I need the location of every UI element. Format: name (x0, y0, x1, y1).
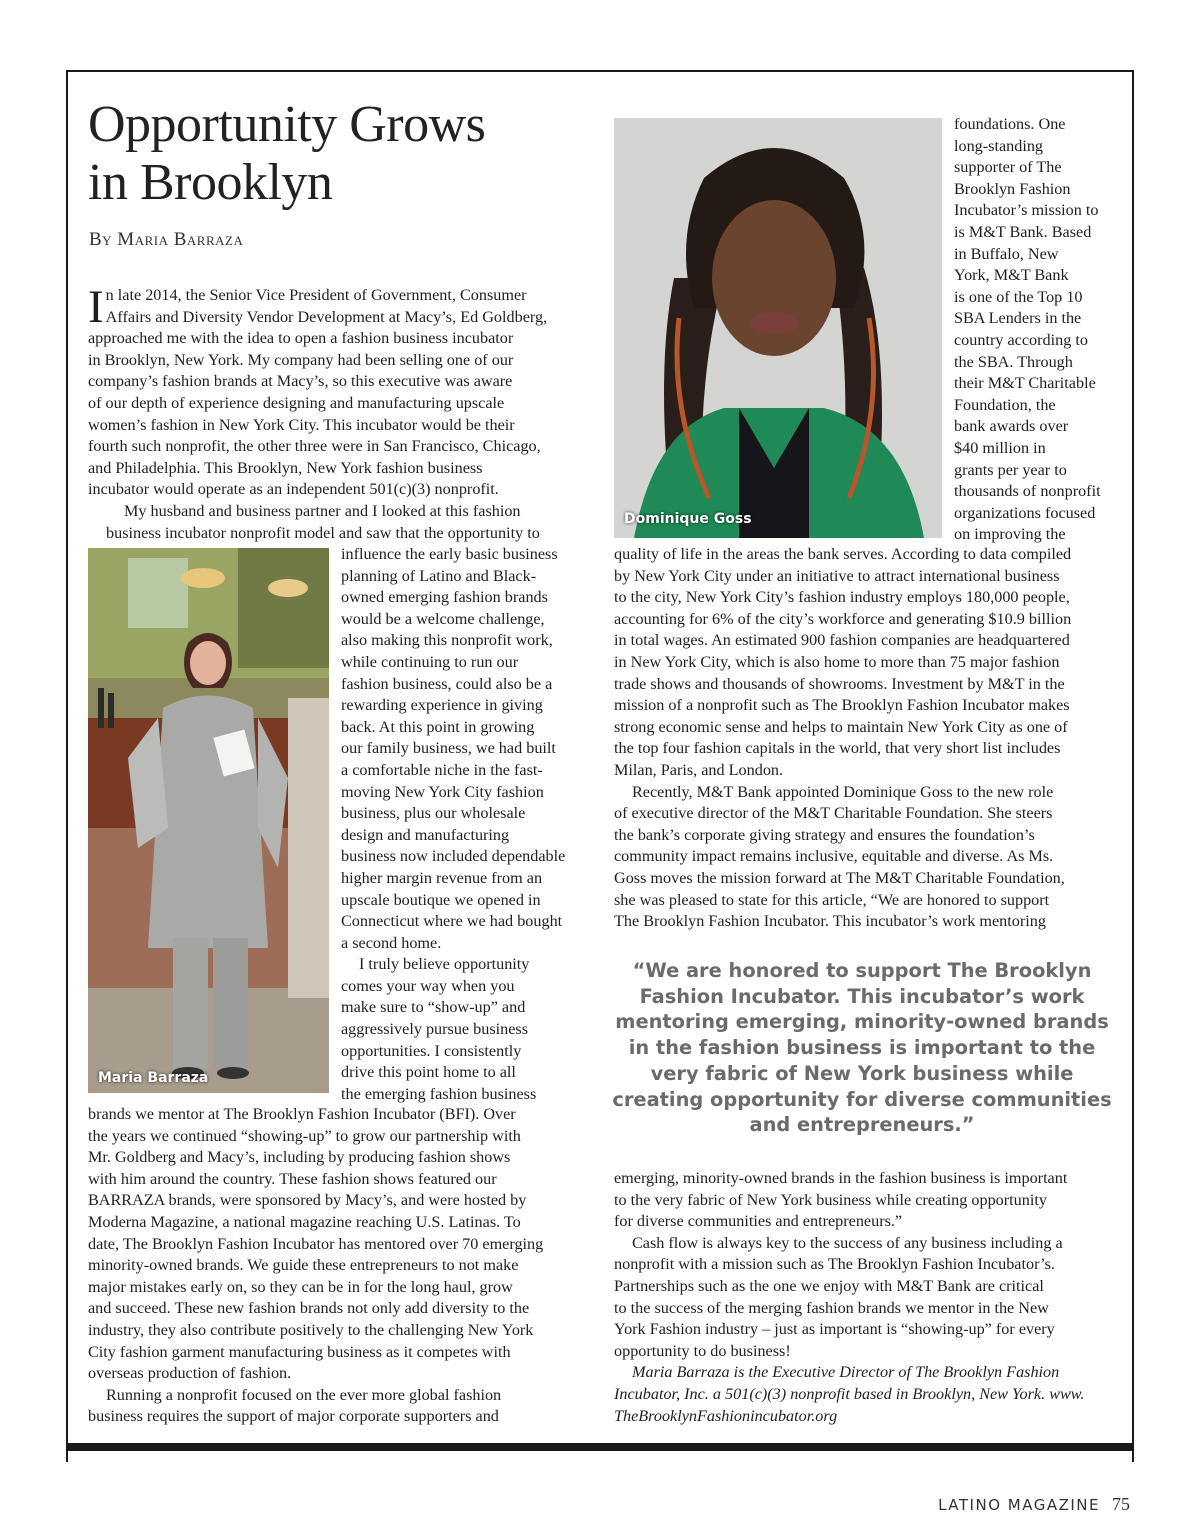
text-line: overseas production of fashion. (88, 1364, 292, 1383)
text-line: and Philadelphia. This Brooklyn, New York fashion business (88, 458, 483, 477)
text-line: by New York City under an initiative to attract international business (614, 566, 1060, 585)
text-line: supporter of The (954, 158, 1062, 177)
text-line: Milan, Paris, and London. (614, 760, 784, 779)
text-line: design and manufacturing (341, 825, 510, 844)
text-line: in Brooklyn, New York. My company had been selling one of our (88, 350, 514, 369)
text-line: to the success of the merging fashion brands we mentor in the New (614, 1298, 1049, 1317)
text-line: I truly believe opportunity (359, 955, 530, 974)
text-line: our family business, we had built (341, 739, 556, 758)
left-para2-lines (88, 501, 593, 544)
text-line: approached me with the idea to open a fashion business incubator (88, 329, 514, 348)
text-line: opportunities. I consistently (341, 1041, 522, 1060)
text-line: BARRAZA brands, were sponsored by Macy’s, and were hosted by (88, 1191, 527, 1210)
text-line: moving New York City fashion (341, 782, 544, 801)
bottom-lines (88, 1104, 593, 1385)
text-line: accounting for 6% of the city’s workforce and generating $10.9 billion (614, 609, 1072, 628)
text-line: aggressively pursue business (341, 1020, 529, 1039)
text-line: bank awards over (954, 417, 1069, 436)
text-line: Maria Barraza is the Executive Director of The Brooklyn Fashion (632, 1363, 1060, 1382)
text-line: would be a welcome challenge, (341, 609, 545, 628)
text-line: the emerging fashion business (341, 1084, 537, 1103)
text-line: the top four fashion capitals in the world, that very short list includes (614, 739, 1061, 758)
author-bio (614, 1362, 1129, 1427)
text-line: for diverse communities and entrepreneurs.” (614, 1212, 903, 1231)
dominique-goss-caption: Dominique Goss (624, 511, 752, 527)
right-closing-text (614, 1168, 1129, 1427)
text-line: emerging, minority-owned brands in the fashion business is important (614, 1169, 1068, 1187)
text-line: influence the early basic business (341, 545, 558, 563)
text-line: their M&T Charitable (954, 374, 1096, 393)
text-line: minority-owned brands. We guide these entrepreneurs to not make (88, 1256, 519, 1275)
dominique-goss-photo (614, 118, 942, 538)
right-side-text (954, 114, 1124, 546)
text-line: in New York City, which is also home to more than 75 major fashion (614, 652, 1060, 671)
text-line: of our depth of experience designing and manufacturing upscale (88, 393, 505, 412)
text-line: SBA Lenders in the (954, 309, 1082, 328)
left-intro-paragraph (88, 281, 593, 544)
text-line: York Fashion industry – just as important is “showing-up” for every (614, 1320, 1055, 1339)
text-line: major mistakes early on, so they can be in for the long haul, grow (88, 1277, 513, 1296)
text-line: Incubator’s mission to (954, 201, 1099, 220)
text-line: Incubator, Inc. a 501(c)(3) nonprofit based in Brooklyn, New York. www. (614, 1384, 1085, 1403)
right-full-lines (614, 544, 1126, 782)
text-line: and succeed. These new fashion brands not only add diversity to the (88, 1299, 530, 1318)
wrap-para3-lines (341, 954, 591, 1105)
text-line: is one of the Top 10 (954, 287, 1083, 306)
text-line: make sure to “show-up” and (341, 998, 526, 1017)
text-line: Connecticut where we had bought (341, 912, 563, 931)
text-line: to the very fabric of New York business while creating opportunity (614, 1190, 1047, 1209)
text-line: on improving the (954, 525, 1066, 544)
text-line: incubator would operate as an independent 501(c)(3) nonprofit. (88, 480, 499, 499)
text-line: brands we mentor at The Brooklyn Fashion Incubator (BFI). Over (88, 1105, 516, 1123)
title-line-1: Opportunity Grows (88, 96, 486, 153)
right-main-text (614, 544, 1126, 933)
text-line: Mr. Goldberg and Macy’s, including by producing fashion shows (88, 1148, 511, 1167)
text-line: higher margin revenue from an (341, 868, 543, 887)
magazine-name: LATINO MAGAZINE (938, 1496, 1100, 1514)
text-line: My husband and business partner and I looked at this fashion (124, 501, 521, 520)
text-line: is M&T Bank. Based (954, 222, 1092, 241)
maria-barraza-photo (88, 548, 329, 1093)
text-line: business now included dependable (341, 847, 566, 866)
text-line: fashion business, could also be a (341, 674, 553, 693)
right-para3-lines (614, 1233, 1129, 1363)
text-line: trade shows and thousands of showrooms. Investment by M&T in the (614, 674, 1065, 693)
text-line: City fashion garment manufacturing business as it competes with (88, 1342, 511, 1361)
text-line: thousands of nonprofit (954, 482, 1101, 501)
text-line: in Buffalo, New (954, 244, 1059, 263)
text-line: $40 million in (954, 438, 1046, 457)
text-line: also making this nonprofit work, (341, 631, 553, 650)
pull-quote: “We are honored to support The Brooklyn Fashion Incubator. This incubator’s work mentoring emerging, minority-owned brands in the fashion business is important to the very fabric of New York business while creating opportunity for diverse communities and entrepreneurs.” (612, 959, 1112, 1137)
text-line: grants per year to (954, 460, 1067, 479)
last-para-lines (88, 1385, 593, 1428)
text-line: business, plus our wholesale (341, 804, 526, 823)
text-line: the SBA. Through (954, 352, 1073, 371)
text-line: owned emerging fashion brands (341, 588, 548, 607)
text-line: company’s fashion brands at Macy’s, so this executive was aware (88, 372, 513, 391)
text-line: Moderna Magazine, a national magazine reaching U.S. Latinas. To (88, 1212, 521, 1231)
text-line: opportunity to do business! (614, 1341, 791, 1360)
text-line: strong economic sense and helps to maintain New York City as one of (614, 717, 1068, 736)
text-line: long-standing (954, 136, 1044, 155)
drop-cap: I (88, 281, 104, 333)
text-line: planning of Latino and Black- (341, 566, 537, 585)
text-line: while continuing to run our (341, 652, 519, 671)
text-line: Foundation, the (954, 395, 1056, 414)
text-line: foundations. One (954, 115, 1066, 133)
text-line: fourth such nonprofit, the other three were in San Francisco, Chicago, (88, 437, 541, 456)
text-line: community impact remains inclusive, equitable and diverse. As Ms. (614, 847, 1054, 866)
text-line: she was pleased to state for this article, “We are honored to support (614, 890, 1050, 909)
text-line: rewarding experience in giving (341, 696, 543, 715)
text-line: in total wages. An estimated 900 fashion companies are headquartered (614, 631, 1070, 650)
text-line: Affairs and Diversity Vendor Development at Macy’s, Ed Goldberg, (105, 307, 548, 326)
text-line: nonprofit with a mission such as The Brooklyn Fashion Incubator’s. (614, 1255, 1055, 1274)
after-quote-lines (614, 1168, 1129, 1233)
text-line: Recently, M&T Bank appointed Dominique Goss to the new role (632, 782, 1054, 801)
wrap-lines (341, 544, 591, 954)
text-line: n late 2014, the Senior Vice President of Government, Consumer (105, 286, 527, 304)
text-line: business incubator nonprofit model and saw that the opportunity to (106, 523, 540, 542)
title-line-2: in Brooklyn (88, 154, 333, 211)
text-line: upscale boutique we opened in (341, 890, 541, 909)
text-line: a comfortable niche in the fast- (341, 760, 543, 779)
text-line: women’s fashion in New York City. This incubator would be their (88, 415, 515, 434)
text-line: Goss moves the mission forward at The M&T Charitable Foundation, (614, 868, 1065, 887)
text-line: organizations focused (954, 503, 1096, 522)
text-line: Cash flow is always key to the success of any business including a (632, 1233, 1063, 1252)
intro-full-lines (88, 328, 593, 501)
page-frame-bottom-rule (66, 1443, 1134, 1451)
text-line: mission of a nonprofit such as The Brooklyn Fashion Incubator makes (614, 696, 1070, 715)
text-line: a second home. (341, 933, 442, 952)
left-wrap-text (341, 544, 591, 1105)
text-line: Brooklyn Fashion (954, 179, 1071, 198)
left-bottom-text (88, 1104, 593, 1428)
maria-barraza-caption: Maria Barraza (98, 1070, 209, 1086)
text-line: with him around the country. These fashion shows featured our (88, 1169, 497, 1188)
text-line: comes your way when you (341, 976, 515, 995)
article-title (88, 96, 588, 212)
text-line: Running a nonprofit focused on the ever more global fashion (106, 1385, 502, 1404)
text-line: quality of life in the areas the bank serves. According to data compiled (614, 545, 1072, 563)
text-line: date, The Brooklyn Fashion Incubator has mentored over 70 emerging (88, 1234, 544, 1253)
text-line: back. At this point in growing (341, 717, 535, 736)
text-line: The Brooklyn Fashion Incubator. This incubator’s work mentoring (614, 912, 1046, 931)
page-footer (938, 1494, 1130, 1515)
text-line: the bank’s corporate giving strategy and ensures the foundation’s (614, 825, 1035, 844)
text-line: York, M&T Bank (954, 266, 1069, 285)
page-number: 75 (1112, 1494, 1130, 1514)
side-lines (954, 114, 1124, 546)
text-line: country according to (954, 330, 1088, 349)
text-line: to the city, New York City’s fashion industry employs 180,000 people, (614, 588, 1070, 607)
text-line: TheBrooklynFashionincubator.org (614, 1406, 838, 1425)
intro-lines (88, 281, 593, 333)
right-para2-lines (614, 782, 1126, 933)
text-line: drive this point home to all (341, 1063, 516, 1082)
byline: By Maria Barraza (89, 229, 244, 250)
text-line: business requires the support of major corporate supporters and (88, 1407, 499, 1426)
text-line: of executive director of the M&T Charitable Foundation. She steers (614, 804, 1053, 823)
text-line: the years we continued “showing-up” to grow our partnership with (88, 1126, 521, 1145)
text-line: industry, they also contribute positively to the challenging New York (88, 1320, 534, 1339)
text-line: Partnerships such as the one we enjoy with M&T Bank are critical (614, 1276, 1044, 1295)
